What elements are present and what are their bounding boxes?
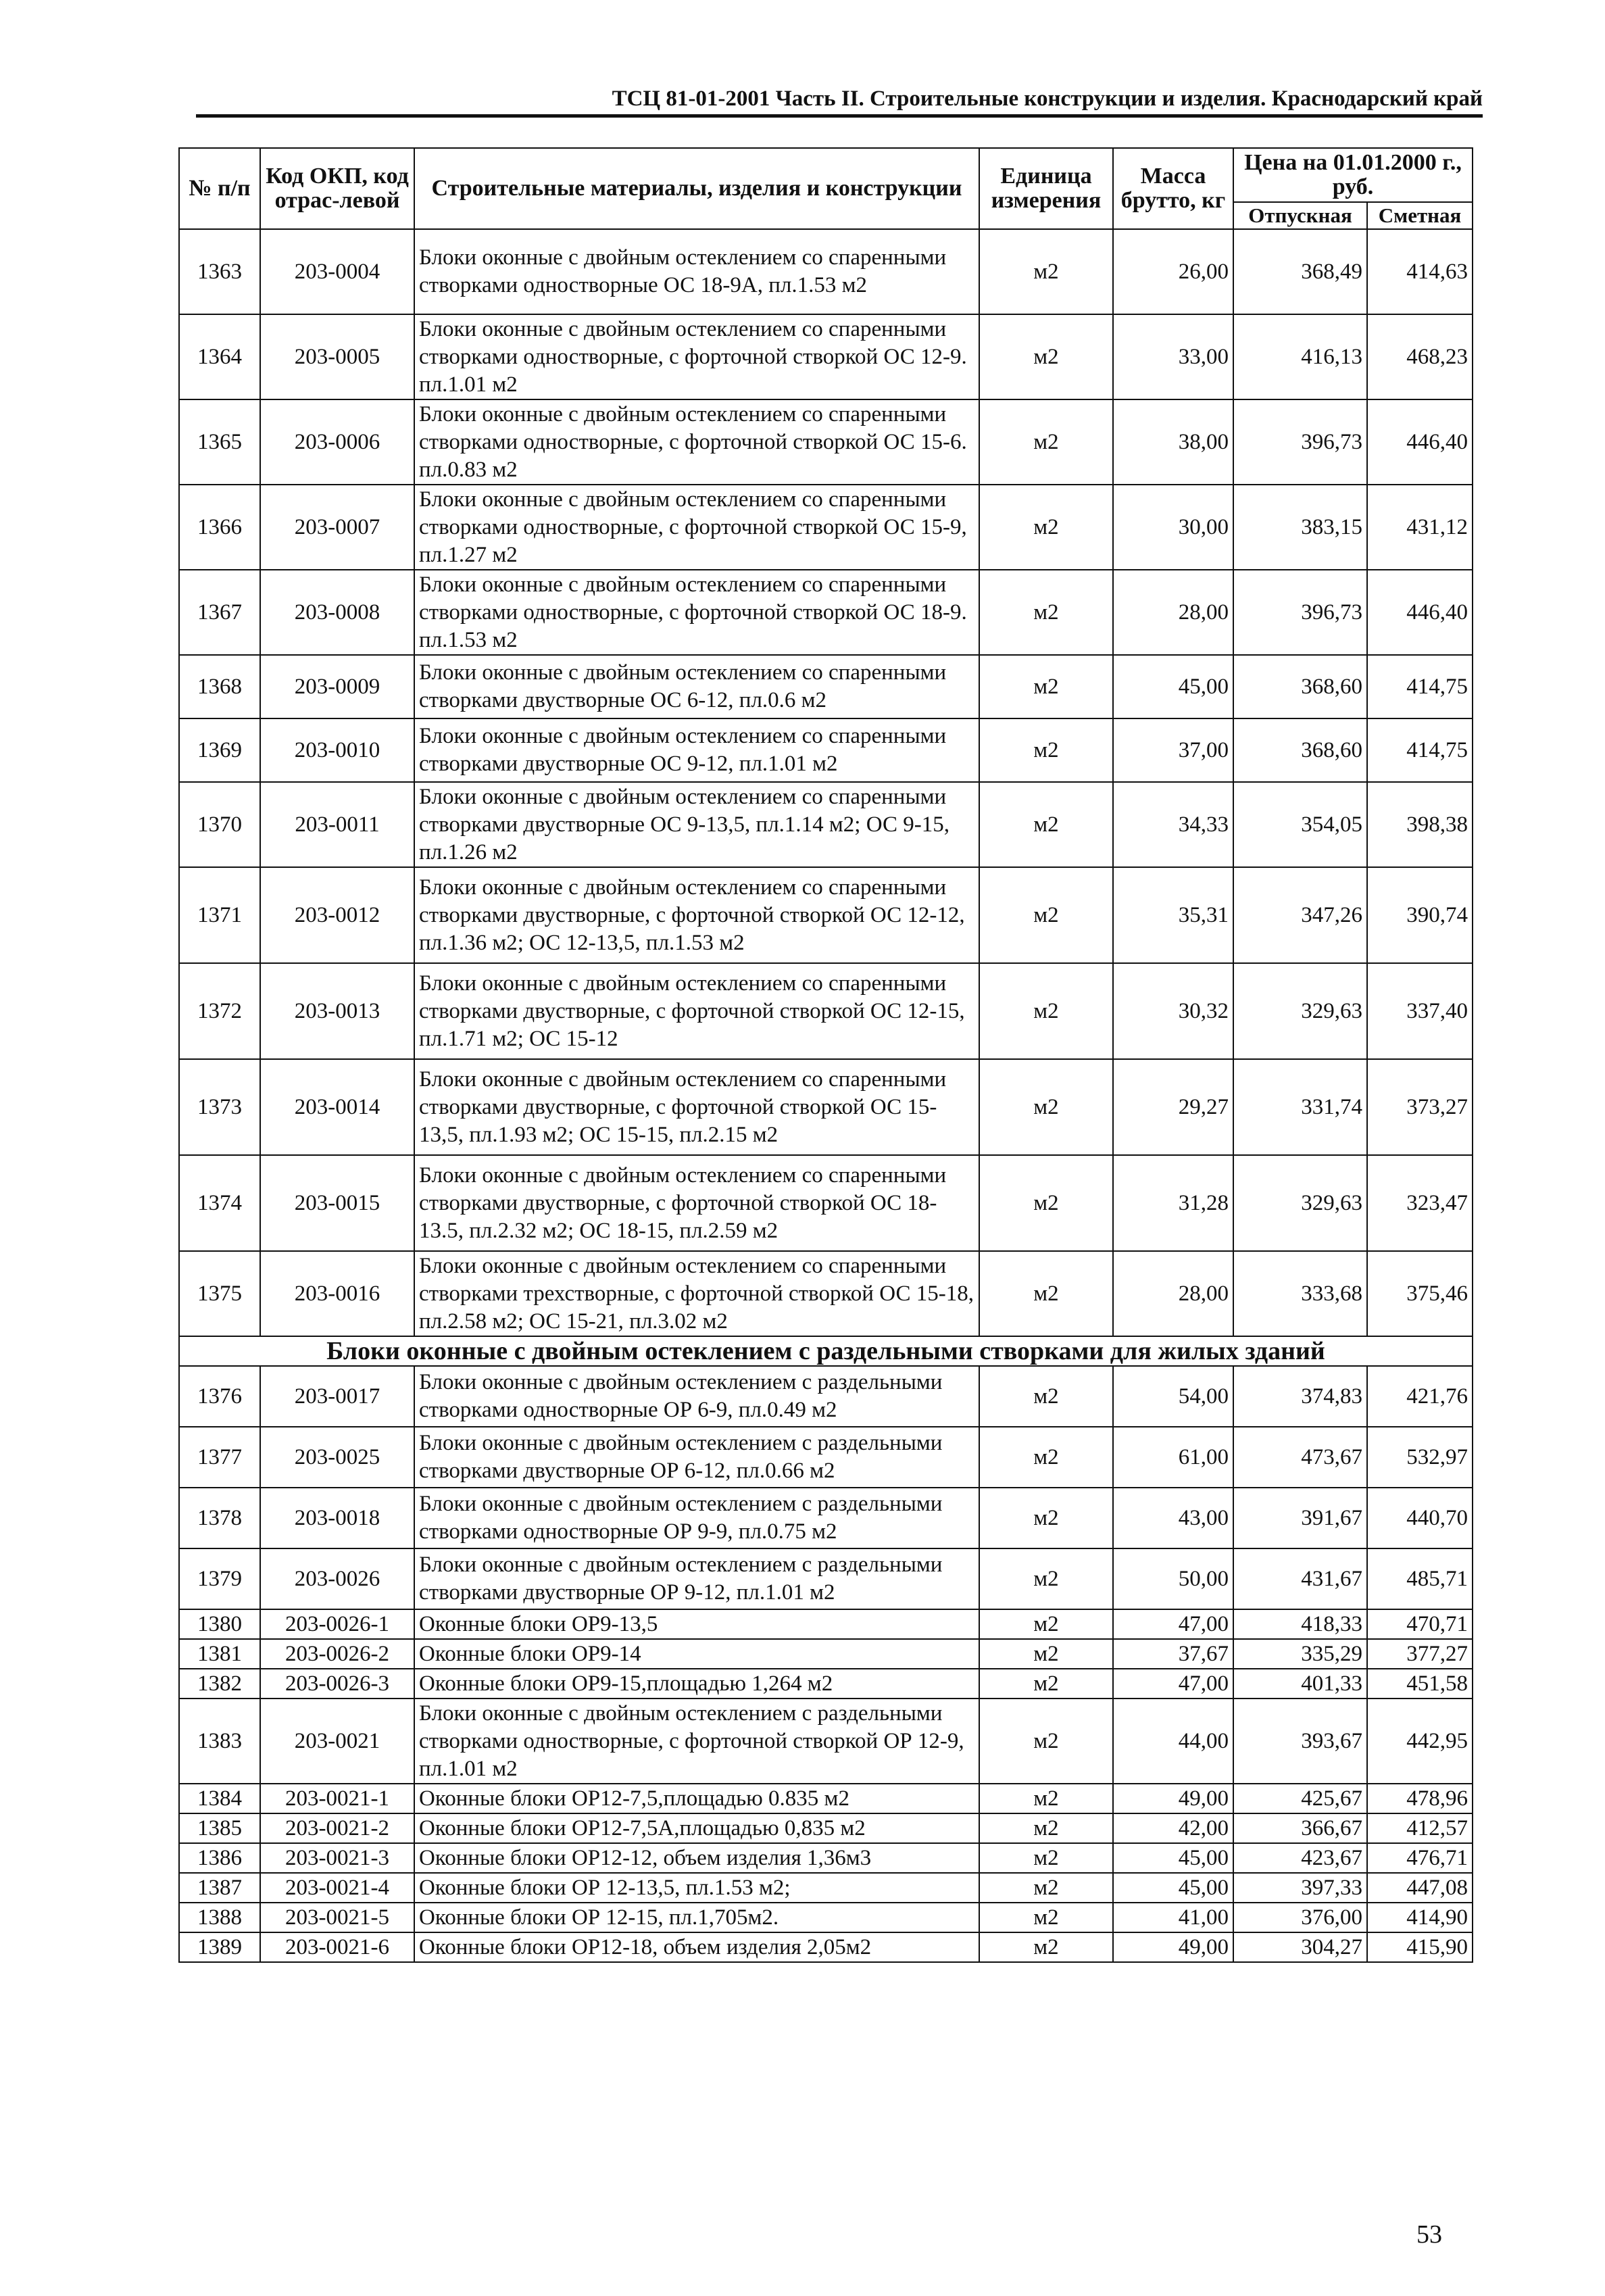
cell-estimate-price: 470,71: [1367, 1609, 1473, 1639]
cell-description: Блоки оконные с двойным остеклением со спаренными створками двустворные ОС 9-13,5, пл.1.14 м2; ОС 9-15, пл.1.26 м2: [414, 782, 979, 867]
cell-estimate-price: 442,95: [1367, 1699, 1473, 1784]
table-row: [179, 1813, 1473, 1843]
cell-unit: м2: [979, 1903, 1113, 1932]
cell-estimate-price: 468,23: [1367, 314, 1473, 399]
cell-mass: 37,67: [1113, 1639, 1233, 1669]
table-body-spaced-sash: [179, 229, 1473, 1336]
cell-description: Оконные блоки ОР12-7,5А,площадью 0,835 м2: [414, 1813, 979, 1843]
cell-description: Блоки оконные с двойным остеклением с раздельными створками одностворные ОР 6-9, пл.0.49 м2: [414, 1366, 979, 1427]
cell-estimate-price: 414,63: [1367, 229, 1473, 314]
cell-description: Блоки оконные с двойным остеклением со спаренными створками двустворные ОС 9-12, пл.1.01 м2: [414, 718, 979, 782]
cell-estimate-price: 377,27: [1367, 1639, 1473, 1669]
cell-unit: м2: [979, 1548, 1113, 1609]
col-header-estimate: Сметная: [1367, 202, 1473, 229]
cell-mass: 37,00: [1113, 718, 1233, 782]
col-header-code: Код ОКП, код отрас-левой: [260, 148, 414, 229]
table-row: [179, 1669, 1473, 1699]
cell-mass: 49,00: [1113, 1932, 1233, 1962]
cell-unit: м2: [979, 1813, 1113, 1843]
cell-release-price: 368,60: [1233, 718, 1367, 782]
cell-release-price: 423,67: [1233, 1843, 1367, 1873]
cell-estimate-price: 446,40: [1367, 570, 1473, 655]
table-row: [179, 782, 1473, 867]
cell-description: Блоки оконные с двойным остеклением с раздельными створками одностворные ОР 9-9, пл.0.75 м2: [414, 1488, 979, 1548]
table-row: [179, 1366, 1473, 1427]
cell-code: 203-0017: [260, 1366, 414, 1427]
table-row: [179, 867, 1473, 963]
cell-code: 203-0021-2: [260, 1813, 414, 1843]
cell-release-price: 396,73: [1233, 570, 1367, 655]
cell-mass: 50,00: [1113, 1548, 1233, 1609]
cell-code: 203-0008: [260, 570, 414, 655]
cell-release-price: 401,33: [1233, 1669, 1367, 1699]
cell-mass: 45,00: [1113, 1873, 1233, 1903]
cell-num: 1374: [179, 1155, 260, 1251]
cell-unit: м2: [979, 1488, 1113, 1548]
cell-description: Оконные блоки ОР9-15,площадью 1,264 м2: [414, 1669, 979, 1699]
cell-num: 1371: [179, 867, 260, 963]
cell-mass: 28,00: [1113, 570, 1233, 655]
table-row: [179, 1427, 1473, 1488]
cell-code: 203-0018: [260, 1488, 414, 1548]
cell-num: 1364: [179, 314, 260, 399]
cell-unit: м2: [979, 1873, 1113, 1903]
cell-unit: м2: [979, 1427, 1113, 1488]
cell-code: 203-0007: [260, 485, 414, 570]
page-number: 53: [1416, 2220, 1442, 2249]
cell-estimate-price: 373,27: [1367, 1059, 1473, 1155]
col-header-price-group: Цена на 01.01.2000 г., руб.: [1233, 148, 1473, 202]
cell-mass: 26,00: [1113, 229, 1233, 314]
cell-release-price: 397,33: [1233, 1873, 1367, 1903]
cell-unit: м2: [979, 963, 1113, 1059]
cell-num: 1389: [179, 1932, 260, 1962]
cell-description: Блоки оконные с двойным остеклением со спаренными створками двустворные ОС 6-12, пл.0.6 м2: [414, 655, 979, 718]
cell-description: Оконные блоки ОР 12-13,5, пл.1.53 м2;: [414, 1873, 979, 1903]
cell-release-price: 416,13: [1233, 314, 1367, 399]
table-row: [179, 963, 1473, 1059]
cell-num: 1373: [179, 1059, 260, 1155]
cell-estimate-price: 478,96: [1367, 1784, 1473, 1813]
cell-unit: м2: [979, 570, 1113, 655]
cell-code: 203-0025: [260, 1427, 414, 1488]
cell-estimate-price: 414,75: [1367, 718, 1473, 782]
col-header-material: Строительные материалы, изделия и конструкции: [414, 148, 979, 229]
cell-description: Блоки оконные с двойным остеклением со спаренными створками одностворные, с форточной створкой ОС 18-9. пл.1.53 м2: [414, 570, 979, 655]
cell-mass: 47,00: [1113, 1609, 1233, 1639]
cell-num: 1384: [179, 1784, 260, 1813]
cell-release-price: 393,67: [1233, 1699, 1367, 1784]
cell-description: Блоки оконные с двойным остеклением со спаренными створками двустворные, с форточной створкой ОС 12-15, пл.1.71 м2; ОС 15-12: [414, 963, 979, 1059]
cell-release-price: 366,67: [1233, 1813, 1367, 1843]
cell-description: Блоки оконные с двойным остеклением со спаренными створками двустворные, с форточной створкой ОС 15-13,5, пл.1.93 м2; ОС 15-15, пл.2.15 м2: [414, 1059, 979, 1155]
table-row: [179, 1639, 1473, 1669]
cell-estimate-price: 421,76: [1367, 1366, 1473, 1427]
cell-unit: м2: [979, 1784, 1113, 1813]
cell-code: 203-0013: [260, 963, 414, 1059]
cell-unit: м2: [979, 229, 1113, 314]
cell-description: Блоки оконные с двойным остеклением со спаренными створками одностворные ОС 18-9А, пл.1.53 м2: [414, 229, 979, 314]
cell-unit: м2: [979, 1639, 1113, 1669]
cell-code: 203-0026-1: [260, 1609, 414, 1639]
table-row: [179, 1488, 1473, 1548]
cell-mass: 33,00: [1113, 314, 1233, 399]
cell-code: 203-0021: [260, 1699, 414, 1784]
cell-num: 1367: [179, 570, 260, 655]
cell-release-price: 383,15: [1233, 485, 1367, 570]
cell-estimate-price: 323,47: [1367, 1155, 1473, 1251]
cell-code: 203-0009: [260, 655, 414, 718]
price-table: [178, 147, 1473, 1963]
cell-unit: м2: [979, 1669, 1113, 1699]
cell-description: Оконные блоки ОР12-18, объем изделия 2,05м2: [414, 1932, 979, 1962]
running-header: ТСЦ 81-01-2001 Часть II. Строительные конструкции и изделия. Краснодарский край: [612, 87, 1483, 111]
cell-unit: м2: [979, 867, 1113, 963]
table-row: [179, 1609, 1473, 1639]
cell-unit: м2: [979, 655, 1113, 718]
table-row: [179, 655, 1473, 718]
cell-estimate-price: 415,90: [1367, 1932, 1473, 1962]
cell-estimate-price: 337,40: [1367, 963, 1473, 1059]
cell-release-price: 473,67: [1233, 1427, 1367, 1488]
cell-num: 1376: [179, 1366, 260, 1427]
cell-estimate-price: 375,46: [1367, 1251, 1473, 1336]
cell-unit: м2: [979, 1059, 1113, 1155]
table-row: [179, 1699, 1473, 1784]
cell-release-price: 425,67: [1233, 1784, 1367, 1813]
cell-estimate-price: 446,40: [1367, 399, 1473, 485]
cell-release-price: 329,63: [1233, 1155, 1367, 1251]
cell-code: 203-0026-2: [260, 1639, 414, 1669]
cell-code: 203-0014: [260, 1059, 414, 1155]
cell-code: 203-0026-3: [260, 1669, 414, 1699]
cell-estimate-price: 440,70: [1367, 1488, 1473, 1548]
cell-description: Блоки оконные с двойным остеклением с раздельными створками двустворные ОР 9-12, пл.1.01 м2: [414, 1548, 979, 1609]
cell-release-price: 368,49: [1233, 229, 1367, 314]
cell-code: 203-0006: [260, 399, 414, 485]
cell-release-price: 418,33: [1233, 1609, 1367, 1639]
cell-release-price: 354,05: [1233, 782, 1367, 867]
cell-num: 1383: [179, 1699, 260, 1784]
cell-num: 1363: [179, 229, 260, 314]
table-row: [179, 1932, 1473, 1962]
cell-description: Блоки оконные с двойным остеклением со спаренными створками двустворные, с форточной створкой ОС 18-13.5, пл.2.32 м2; ОС 18-15, пл.2.59 м2: [414, 1155, 979, 1251]
cell-description: Блоки оконные с двойным остеклением с раздельными створками двустворные ОР 6-12, пл.0.66 м2: [414, 1427, 979, 1488]
cell-num: 1381: [179, 1639, 260, 1669]
cell-release-price: 347,26: [1233, 867, 1367, 963]
cell-description: Блоки оконные с двойным остеклением со спаренными створками двустворные, с форточной створкой ОС 12-12, пл.1.36 м2; ОС 12-13,5, пл.1.53 м2: [414, 867, 979, 963]
cell-release-price: 304,27: [1233, 1932, 1367, 1962]
cell-mass: 42,00: [1113, 1813, 1233, 1843]
cell-description: Оконные блоки ОР 12-15, пл.1,705м2.: [414, 1903, 979, 1932]
cell-release-price: 391,67: [1233, 1488, 1367, 1548]
cell-code: 203-0021-1: [260, 1784, 414, 1813]
cell-num: 1372: [179, 963, 260, 1059]
table-row: [179, 1059, 1473, 1155]
cell-code: 203-0004: [260, 229, 414, 314]
cell-unit: м2: [979, 314, 1113, 399]
cell-mass: 61,00: [1113, 1427, 1233, 1488]
cell-estimate-price: 390,74: [1367, 867, 1473, 963]
cell-mass: 29,27: [1113, 1059, 1233, 1155]
cell-estimate-price: 447,08: [1367, 1873, 1473, 1903]
cell-mass: 45,00: [1113, 1843, 1233, 1873]
cell-release-price: 335,29: [1233, 1639, 1367, 1669]
cell-description: Блоки оконные с двойным остеклением со спаренными створками одностворные, с форточной створкой ОС 12-9. пл.1.01 м2: [414, 314, 979, 399]
cell-unit: м2: [979, 485, 1113, 570]
cell-num: 1380: [179, 1609, 260, 1639]
cell-num: 1378: [179, 1488, 260, 1548]
cell-unit: м2: [979, 1932, 1113, 1962]
section-heading-body: [179, 1336, 1473, 1366]
cell-mass: 45,00: [1113, 655, 1233, 718]
cell-num: 1377: [179, 1427, 260, 1488]
cell-num: 1365: [179, 399, 260, 485]
cell-num: 1388: [179, 1903, 260, 1932]
cell-num: 1370: [179, 782, 260, 867]
table-row: [179, 229, 1473, 314]
cell-release-price: 431,67: [1233, 1548, 1367, 1609]
cell-code: 203-0021-3: [260, 1843, 414, 1873]
cell-description: Блоки оконные с двойным остеклением со спаренными створками одностворные, с форточной створкой ОС 15-6. пл.0.83 м2: [414, 399, 979, 485]
cell-unit: м2: [979, 1366, 1113, 1427]
cell-description: Оконные блоки ОР12-12, объем изделия 1,36м3: [414, 1843, 979, 1873]
cell-description: Блоки оконные с двойным остеклением со спаренными створками трехстворные, с форточной створкой ОС 15-18, пл.2.58 м2; ОС 15-21, пл.3.02 м2: [414, 1251, 979, 1336]
cell-mass: 43,00: [1113, 1488, 1233, 1548]
cell-unit: м2: [979, 1699, 1113, 1784]
table-row: [179, 399, 1473, 485]
cell-code: 203-0016: [260, 1251, 414, 1336]
cell-num: 1382: [179, 1669, 260, 1699]
cell-num: 1386: [179, 1843, 260, 1873]
cell-release-price: 329,63: [1233, 963, 1367, 1059]
table-row: [179, 1843, 1473, 1873]
cell-code: 203-0010: [260, 718, 414, 782]
cell-description: Оконные блоки ОР9-13,5: [414, 1609, 979, 1639]
cell-description: Блоки оконные с двойным остеклением со спаренными створками одностворные, с форточной створкой ОС 15-9, пл.1.27 м2: [414, 485, 979, 570]
cell-num: 1369: [179, 718, 260, 782]
cell-estimate-price: 532,97: [1367, 1427, 1473, 1488]
cell-release-price: 368,60: [1233, 655, 1367, 718]
cell-mass: 30,32: [1113, 963, 1233, 1059]
table-row: [179, 1251, 1473, 1336]
cell-num: 1379: [179, 1548, 260, 1609]
cell-release-price: 331,74: [1233, 1059, 1367, 1155]
cell-description: Блоки оконные с двойным остеклением с раздельными створками одностворные, с форточной створкой ОР 12-9, пл.1.01 м2: [414, 1699, 979, 1784]
col-header-mass: Масса брутто, кг: [1113, 148, 1233, 229]
header-rule: [196, 114, 1483, 118]
table-row: [179, 1784, 1473, 1813]
cell-code: 203-0021-6: [260, 1932, 414, 1962]
cell-code: 203-0021-5: [260, 1903, 414, 1932]
cell-num: 1375: [179, 1251, 260, 1336]
cell-mass: 30,00: [1113, 485, 1233, 570]
cell-unit: м2: [979, 399, 1113, 485]
cell-estimate-price: 485,71: [1367, 1548, 1473, 1609]
cell-unit: м2: [979, 718, 1113, 782]
cell-mass: 35,31: [1113, 867, 1233, 963]
cell-code: 203-0021-4: [260, 1873, 414, 1903]
table-row: [179, 570, 1473, 655]
cell-description: Оконные блоки ОР12-7,5,площадью 0.835 м2: [414, 1784, 979, 1813]
col-header-num: № п/п: [179, 148, 260, 229]
cell-mass: 38,00: [1113, 399, 1233, 485]
cell-unit: м2: [979, 1155, 1113, 1251]
cell-release-price: 374,83: [1233, 1366, 1367, 1427]
col-header-unit: Единица измерения: [979, 148, 1113, 229]
table-row: [179, 314, 1473, 399]
col-header-release: Отпускная: [1233, 202, 1367, 229]
cell-code: 203-0011: [260, 782, 414, 867]
cell-code: 203-0015: [260, 1155, 414, 1251]
cell-estimate-price: 412,57: [1367, 1813, 1473, 1843]
cell-release-price: 333,68: [1233, 1251, 1367, 1336]
cell-unit: м2: [979, 782, 1113, 867]
cell-code: 203-0012: [260, 867, 414, 963]
table-row: [179, 1548, 1473, 1609]
cell-unit: м2: [979, 1843, 1113, 1873]
cell-num: 1387: [179, 1873, 260, 1903]
cell-num: 1366: [179, 485, 260, 570]
cell-unit: м2: [979, 1609, 1113, 1639]
cell-mass: 31,28: [1113, 1155, 1233, 1251]
cell-estimate-price: 398,38: [1367, 782, 1473, 867]
cell-mass: 41,00: [1113, 1903, 1233, 1932]
cell-num: 1368: [179, 655, 260, 718]
table-row: [179, 718, 1473, 782]
cell-mass: 47,00: [1113, 1669, 1233, 1699]
cell-mass: 34,33: [1113, 782, 1233, 867]
cell-unit: м2: [979, 1251, 1113, 1336]
table-row: [179, 1873, 1473, 1903]
cell-num: 1385: [179, 1813, 260, 1843]
cell-estimate-price: 431,12: [1367, 485, 1473, 570]
table-row: [179, 485, 1473, 570]
cell-release-price: 396,73: [1233, 399, 1367, 485]
cell-mass: 49,00: [1113, 1784, 1233, 1813]
section-heading: Блоки оконные с двойным остеклением с раздельными створками для жилых зданий: [179, 1336, 1473, 1366]
table-body-separate-sash: [179, 1366, 1473, 1962]
cell-estimate-price: 414,90: [1367, 1903, 1473, 1932]
cell-estimate-price: 451,58: [1367, 1669, 1473, 1699]
cell-mass: 54,00: [1113, 1366, 1233, 1427]
cell-description: Оконные блоки ОР9-14: [414, 1639, 979, 1669]
cell-estimate-price: 476,71: [1367, 1843, 1473, 1873]
cell-mass: 28,00: [1113, 1251, 1233, 1336]
cell-code: 203-0026: [260, 1548, 414, 1609]
cell-estimate-price: 414,75: [1367, 655, 1473, 718]
table-row: [179, 1903, 1473, 1932]
table-row: [179, 1155, 1473, 1251]
cell-mass: 44,00: [1113, 1699, 1233, 1784]
cell-release-price: 376,00: [1233, 1903, 1367, 1932]
cell-code: 203-0005: [260, 314, 414, 399]
